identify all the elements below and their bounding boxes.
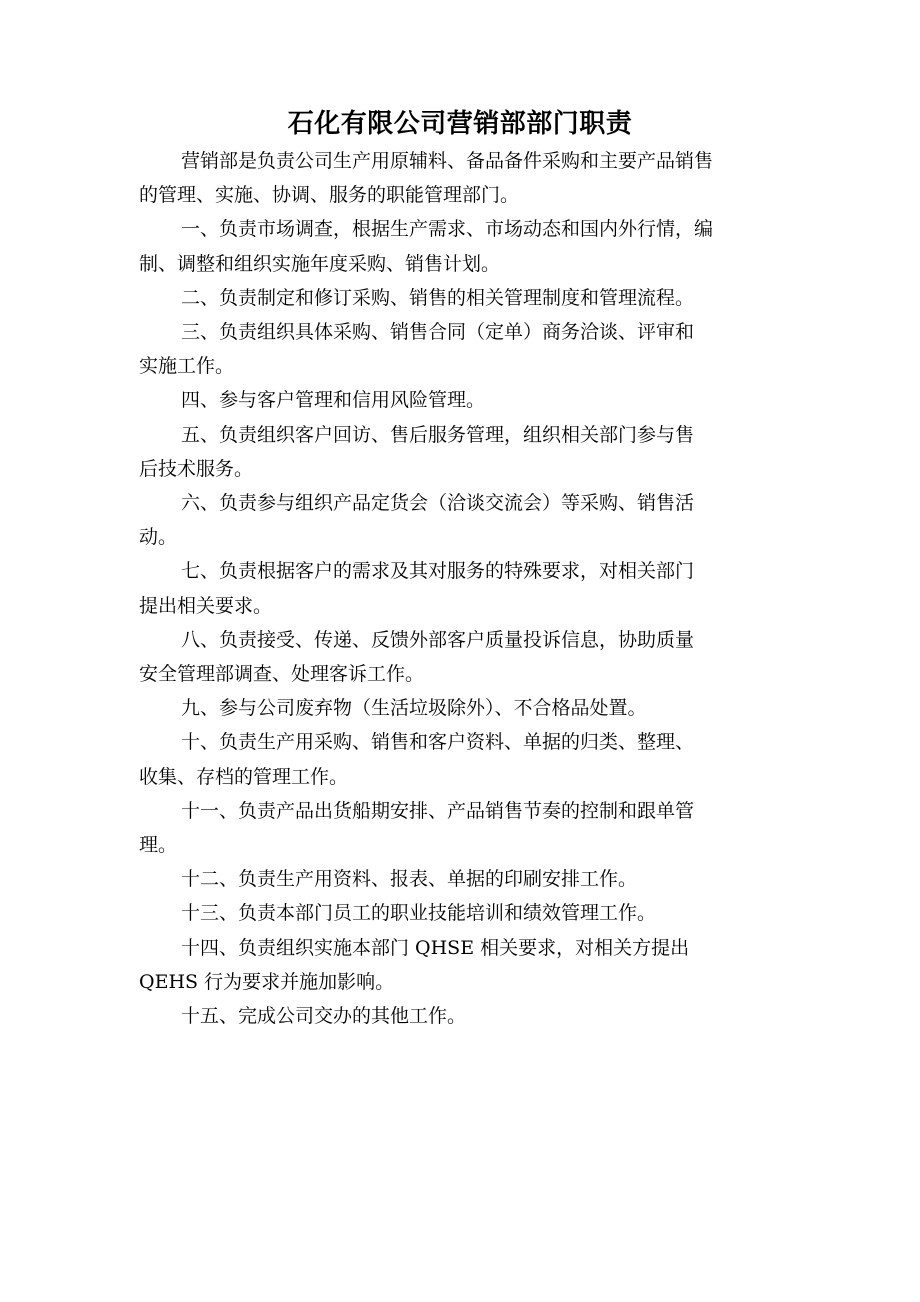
paragraph-line: 理。	[139, 834, 178, 857]
duty-item-1	[139, 212, 789, 280]
paragraph-line: 五、负责组织客户回访、售后服务管理，组织相关部门参与售	[181, 423, 695, 446]
paragraph-line: 动。	[139, 526, 178, 549]
duty-item-14	[139, 931, 789, 999]
paragraph-line: 营销部是负责公司生产用原辅料、备品备件采购和主要产品销售	[181, 150, 714, 172]
duty-item-13	[139, 896, 789, 930]
paragraph-line: 七、负责根据客户的需求及其对服务的特殊要求，对相关部门	[181, 560, 695, 583]
paragraph-line: 提出相关要求。	[139, 594, 273, 617]
paragraph-line: 四、参与客户管理和信用风险管理。	[181, 389, 486, 412]
paragraph-line: 十二、负责生产用资料、报表、单据的印刷安排工作。	[181, 868, 638, 891]
paragraph-line: 三、负责组织具体采购、销售合同（定单）商务洽谈、评审和	[181, 321, 695, 344]
paragraph-line: 八、负责接受、传递、反馈外部客户质量投诉信息，协助质量	[181, 628, 695, 651]
duty-item-2	[139, 281, 789, 315]
paragraph-line: 九、参与公司废弃物（生活垃圾除外）、不合格品处置。	[181, 697, 647, 720]
paragraph-line: 制、调整和组织实施年度采购、销售计划。	[139, 252, 501, 275]
duty-item-4	[139, 383, 789, 417]
duty-item-8	[139, 623, 789, 691]
paragraph-line: 二、负责制定和修订采购、销售的相关管理制度和管理流程。	[181, 286, 695, 309]
document-title: 石化有限公司营销部部门职责	[287, 109, 633, 139]
paragraph-line: 后技术服务。	[139, 457, 254, 480]
intro-paragraph	[139, 144, 789, 212]
paragraph-line: 十四、负责组织实施本部门 QHSE 相关要求，对相关方提出	[181, 936, 690, 959]
paragraph-line: 收集、存档的管理工作。	[139, 765, 349, 788]
paragraph-line: 十一、负责产品出货船期安排、产品销售节奏的控制和跟单管	[181, 799, 695, 822]
paragraph-line: 安全管理部调查、处理客诉工作。	[139, 663, 425, 686]
duty-item-7	[139, 554, 789, 622]
paragraph-line: 实施工作。	[139, 355, 235, 378]
paragraph-line: 一、负责市场调查，根据生产需求、市场动态和国内外行情，编	[181, 218, 714, 241]
duty-item-9	[139, 691, 789, 725]
duty-item-5	[139, 418, 789, 486]
duty-item-3	[139, 315, 789, 383]
duty-item-15	[139, 999, 789, 1033]
paragraph-line: 十、负责生产用采购、销售和客户资料、单据的归类、整理、	[181, 731, 695, 754]
paragraph-line: 十三、负责本部门员工的职业技能培训和绩效管理工作。	[181, 902, 657, 925]
duty-item-10	[139, 725, 789, 793]
paragraph-line: 的管理、实施、协调、服务的职能管理部门。	[139, 184, 520, 207]
document-body	[139, 144, 789, 1033]
duty-item-11	[139, 794, 789, 862]
duty-item-6	[139, 486, 789, 554]
paragraph-line: QEHS 行为要求并施加影响。	[139, 970, 395, 993]
duty-item-12	[139, 862, 789, 896]
paragraph-line: 六、负责参与组织产品定货会（洽谈交流会）等采购、销售活	[181, 492, 695, 515]
paragraph-line: 十五、完成公司交办的其他工作。	[181, 1005, 467, 1028]
